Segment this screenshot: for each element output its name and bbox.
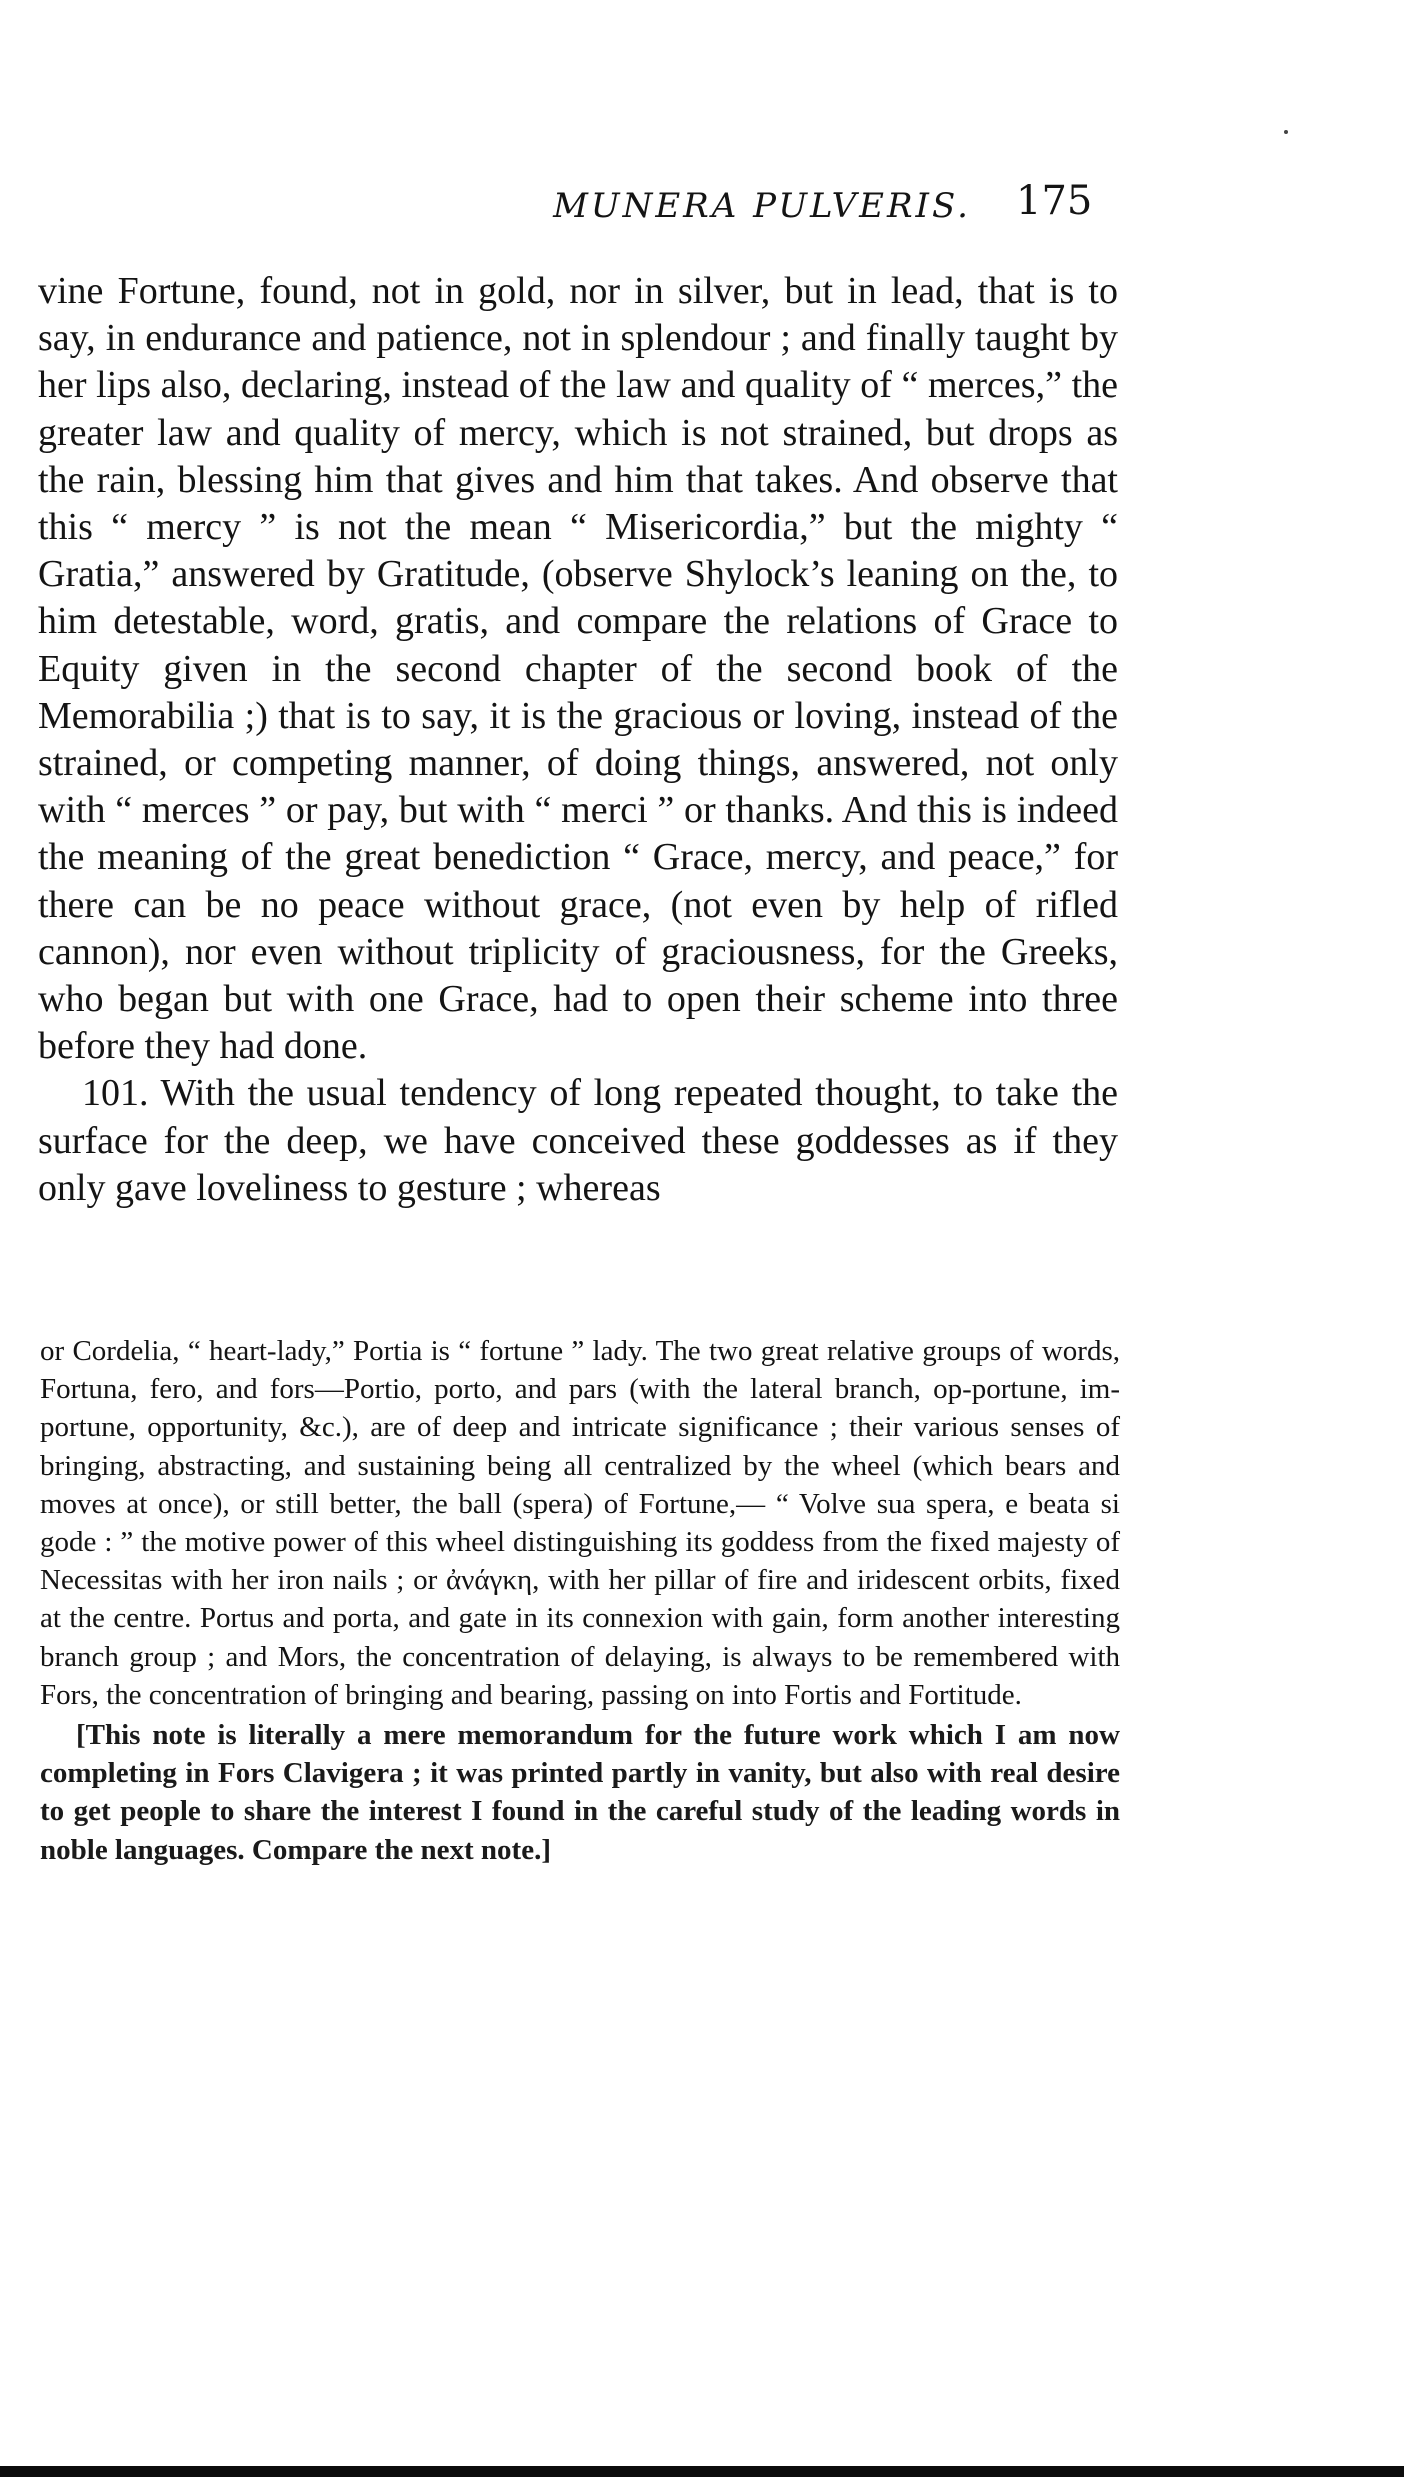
main-text xyxy=(38,268,1118,1212)
running-head xyxy=(0,186,1404,226)
page-bottom-edge xyxy=(0,2466,1404,2477)
paragraph-101: 101. With the usual tendency of long repeated thought, to take the surface for the deep, we have conceived these goddesses as if they only gave loveliness to gesture ; whereas xyxy=(38,1072,1118,1209)
page-number: 175 xyxy=(1016,178,1093,224)
page-header xyxy=(0,178,1404,238)
paragraph-continued: vine Fortune, found, not in gold, nor in silver, but in lead, that is to say, in endurance and patience, not in splendour ; and finally taught by her lips also, declaring, instead of the law and quality of “ merces,” the greater law and quality of mercy, which is not strained, but drops as the rain, blessing him that gives and him that takes. And observe that this “ mercy ” is not the mean “ Misericordia,” but the mighty “ Gratia,” answered by Gratitude, (observe Shylock’s leaning on the, to him detestable, word, gratis, and compare the relations of Grace to Equity given in the second chapter of the second book of the Memorabilia ;) that is to say, it is the gracious or loving, instead of the strained, or competing manner, of doing things, answered, not only with “ merces ” or pay, but with “ merci ” or thanks. And this is indeed the meaning of the great benediction “ Grace, mercy, and peace,” for there can be no peace without grace, (not even by help of rifled cannon), nor even without triplicity of graciousness, for the Greeks, who began but with one Grace, had to open their scheme into three before they had done. xyxy=(38,270,1118,1068)
footnote-editorial-note: [This note is literally a mere memorandum for the future work which I am now completing in Fors Clavigera ; it was printed partly in vanity, but also with real desire to get people to share the interest I found in the careful study of the leading words in noble languages. Compare the next note.] xyxy=(40,1719,1120,1866)
running-head-text: MUNERA PULVERIS. xyxy=(553,186,971,226)
footnote xyxy=(40,1332,1120,1869)
page-speck xyxy=(1284,130,1288,134)
footnote-text: or Cordelia, “ heart-lady,” Portia is “ fortune ” lady. The two great relative groups of words, Fortuna, fero, and fors—Portio, porto, and pars (with the lateral branch, op-portune, im-portune, opportunity, &c.), are of deep and intricate significance ; their various senses of bringing, abstracting, and sustaining being all centralized by the wheel (which bears and moves at once), or still better, the ball (spera) of Fortune,— “ Volve sua spera, e beata si gode : ” the motive power of this wheel distinguishing its goddess from the fixed majesty of Necessitas with her iron nails ; or ἀνάγκη, with her pillar of fire and iridescent orbits, fixed at the centre. Portus and porta, and gate in its connexion with gain, form another interesting branch group ; and Mors, the concentration of delaying, is always to be remembered with Fors, the concentration of bringing and bearing, passing on into Fortis and Fortitude. xyxy=(40,1335,1120,1711)
